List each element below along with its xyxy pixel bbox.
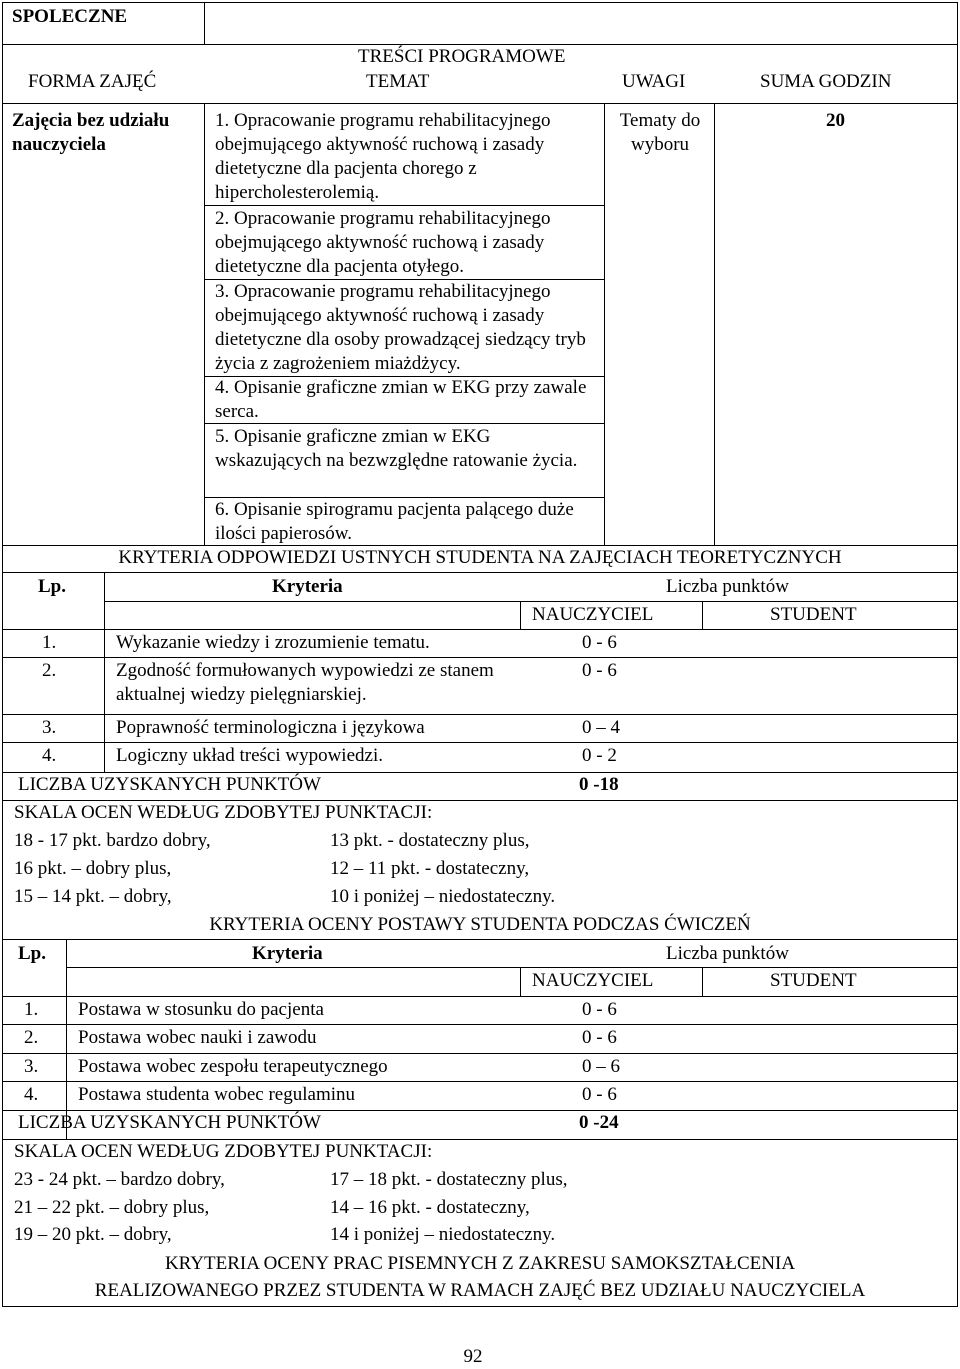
s1-scale-left: 15 – 14 pkt. – dobry, <box>14 886 172 907</box>
s2-scale-right: 14 – 16 pkt. - dostateczny, <box>330 1197 530 1218</box>
divider <box>2 939 958 940</box>
page-number: 92 <box>463 1346 483 1367</box>
s2-scale-title: SKALA OCEN WEDŁUG ZDOBYTEJ PUNKTACJI: <box>14 1141 433 1162</box>
divider <box>204 423 604 424</box>
s2-lp-header: Lp. <box>18 943 46 964</box>
s1-row-text: Logiczny układ treści wypowiedzi. <box>116 745 383 766</box>
s1-row-text: Zgodność formułowanych wypowiedzi ze stanem aktualnej wiedzy pielęgniarskiej. <box>116 660 494 705</box>
section3-title-line2: REALIZOWANEGO PRZEZ STUDENTA W RAMACH ZAJĘĆ BEZ UDZIAŁU NAUCZYCIELA <box>94 1280 866 1301</box>
s1-row-lp: 2. <box>42 660 57 681</box>
s1-row-lp: 4. <box>42 745 57 766</box>
header-tresci: TREŚCI PROGRAMOWE <box>358 46 566 67</box>
forma-zajec-cell: Zajęcia bez udziału nauczyciela <box>12 110 170 155</box>
s2-scale-right: 17 – 18 pkt. - dostateczny plus, <box>330 1169 568 1190</box>
divider <box>520 967 521 996</box>
s1-liczba-header: Liczba punktów <box>666 576 789 597</box>
divider <box>2 714 958 715</box>
s2-row-lp: 1. <box>24 999 39 1020</box>
section2-title: KRYTERIA OCENY POSTAWY STUDENTA PODCZAS ĆWICZEŃ <box>209 914 751 935</box>
s1-lp-header: Lp. <box>38 576 66 597</box>
s1-row-pts: 0 - 6 <box>582 660 617 681</box>
divider <box>604 103 605 545</box>
divider <box>2 1081 958 1082</box>
s2-nauczyciel-header: NAUCZYCIEL <box>532 970 654 991</box>
topic-item: 3. Opracowanie programu rehabilitacyjnego obejmującego aktywność ruchową i zasady dietetyczne dla osoby prowadzącej siedzący tryb życia z zagrożeniem miażdżycy. <box>215 281 586 374</box>
s1-row-pts: 0 – 4 <box>582 717 620 738</box>
s1-scale-right: 10 i poniżej – niedostateczny. <box>330 886 556 907</box>
header-uwagi: UWAGI <box>622 71 686 92</box>
topic-item: 1. Opracowanie programu rehabilitacyjnego obejmującego aktywność ruchową i zasady dietetyczne dla pacjenta chorego z hipercholesterolemią. <box>215 110 551 203</box>
s2-row-lp: 4. <box>24 1084 39 1105</box>
s1-scale-title: SKALA OCEN WEDŁUG ZDOBYTEJ PUNKTACJI: <box>14 802 433 823</box>
header-temat: TEMAT <box>366 71 430 92</box>
divider <box>702 601 703 629</box>
s1-student-header: STUDENT <box>770 604 857 625</box>
topic-item: 6. Opisanie spirogramu pacjenta palącego duże ilości papierosów. <box>215 499 574 544</box>
s2-scale-left: 23 - 24 pkt. – bardzo dobry, <box>14 1169 225 1190</box>
s2-scale-left: 19 – 20 pkt. – dobry, <box>14 1224 172 1245</box>
s2-total-label: LICZBA UZYSKANYCH PUNKTÓW <box>18 1112 321 1133</box>
section1-title: KRYTERIA ODPOWIEDZI USTNYCH STUDENTA NA ZAJĘCIACH TEORETYCZNYCH <box>118 547 842 568</box>
divider <box>702 967 703 996</box>
s1-scale-left: 18 - 17 pkt. bardzo dobry, <box>14 830 211 851</box>
divider <box>66 939 67 1139</box>
suma-godzin-cell: 20 <box>826 110 845 131</box>
divider <box>204 2 205 44</box>
header-col1-top: SPOLECZNE <box>12 6 128 27</box>
s1-scale-right: 12 – 11 pkt. - dostateczny, <box>330 858 530 879</box>
s2-scale-left: 21 – 22 pkt. – dobry plus, <box>14 1197 210 1218</box>
s2-row-pts: 0 - 6 <box>582 1027 617 1048</box>
s1-scale-right: 13 pkt. - dostateczny plus, <box>330 830 530 851</box>
s2-row-text: Postawa wobec zespołu terapeutycznego <box>78 1056 388 1077</box>
s1-row-lp: 1. <box>42 632 57 653</box>
s1-nauczyciel-header: NAUCZYCIEL <box>532 604 654 625</box>
header-forma: FORMA ZAJĘĆ <box>28 71 157 92</box>
divider <box>2 996 958 997</box>
uwagi-cell: Tematy do wyboru <box>619 110 701 155</box>
s2-row-pts: 0 - 6 <box>582 999 617 1020</box>
s1-row-text: Poprawność terminologiczna i językowa <box>116 717 425 738</box>
divider <box>520 601 521 629</box>
s2-row-text: Postawa wobec nauki i zawodu <box>78 1027 317 1048</box>
divider <box>2 629 958 630</box>
s2-row-lp: 3. <box>24 1056 39 1077</box>
s1-row-pts: 0 - 2 <box>582 745 617 766</box>
section3-title-line1: KRYTERIA OCENY PRAC PISEMNYCH Z ZAKRESU SAMOKSZTAŁCENIA <box>164 1253 796 1274</box>
topic-item: 5. Opisanie graficzne zmian w EKG wskazujących na bezwzględne ratowanie życia. <box>215 426 578 471</box>
topic-item: 4. Opisanie graficzne zmian w EKG przy zawale serca. <box>215 377 587 422</box>
divider <box>714 103 715 545</box>
s2-total-value: 0 -24 <box>579 1112 619 1133</box>
divider <box>2 572 958 573</box>
s1-total-value: 0 -18 <box>579 774 619 795</box>
divider <box>2 1053 958 1054</box>
s1-row-text: Wykazanie wiedzy i zrozumienie tematu. <box>116 632 430 653</box>
s2-row-pts: 0 - 6 <box>582 1084 617 1105</box>
s2-row-lp: 2. <box>24 1027 39 1048</box>
divider <box>2 1024 958 1025</box>
s2-liczba-header: Liczba punktów <box>666 943 789 964</box>
s1-scale-left: 16 pkt. – dobry plus, <box>14 858 172 879</box>
s1-total-label: LICZBA UZYSKANYCH PUNKTÓW <box>18 774 321 795</box>
s2-kryteria-header: Kryteria <box>252 943 323 964</box>
divider <box>2 742 958 743</box>
divider <box>2 103 958 104</box>
s2-row-text: Postawa studenta wobec regulaminu <box>78 1084 356 1105</box>
s1-kryteria-header: Kryteria <box>272 576 343 597</box>
s2-scale-right: 14 i poniżej – niedostateczny. <box>330 1224 556 1245</box>
divider <box>66 967 958 968</box>
s2-student-header: STUDENT <box>770 970 857 991</box>
s2-row-pts: 0 – 6 <box>582 1056 620 1077</box>
divider <box>204 205 604 206</box>
s1-row-lp: 3. <box>42 717 57 738</box>
s1-row-pts: 0 - 6 <box>582 632 617 653</box>
divider <box>104 601 958 602</box>
header-suma: SUMA GODZIN <box>760 71 892 92</box>
divider <box>2 657 958 658</box>
divider <box>204 103 205 545</box>
topic-item: 2. Opracowanie programu rehabilitacyjnego obejmującego aktywność ruchową i zasady dietetyczne dla pacjenta otyłego. <box>215 208 551 277</box>
s2-row-text: Postawa w stosunku do pacjenta <box>78 999 324 1020</box>
